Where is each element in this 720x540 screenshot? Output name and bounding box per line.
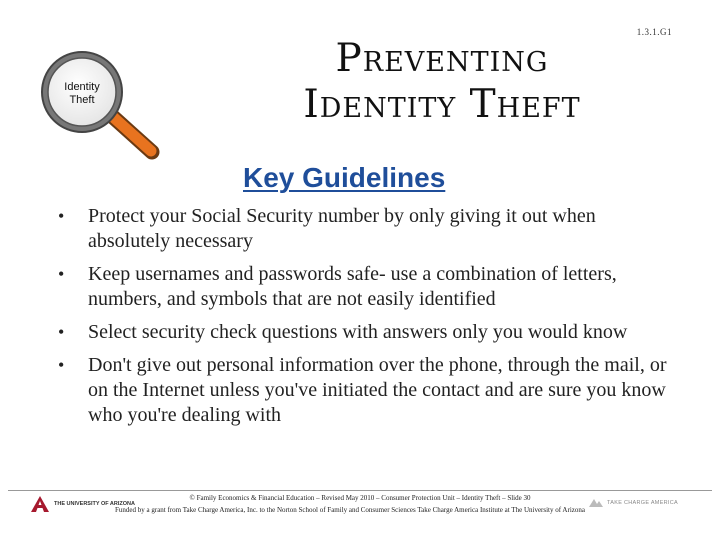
logo-label-line2: Theft (69, 94, 95, 106)
university-name: THE UNIVERSITY OF ARIZONA (54, 500, 135, 507)
title-line1: Preventing (335, 36, 549, 81)
university-a-icon (30, 495, 50, 513)
tca-logo-icon (588, 497, 604, 509)
identity-theft-logo (34, 40, 174, 160)
logo-label-line1: Identity (64, 81, 100, 93)
title-line2: Identity Theft (303, 82, 581, 127)
list-item: • Protect your Social Security number by only giving it out when absolutely necessary (58, 204, 668, 254)
magnifying-glass-icon (34, 40, 174, 160)
subtitle: Key Guidelines (243, 162, 446, 193)
tca-name: TAKE CHARGE AMERICA (607, 500, 678, 506)
guidelines-list (58, 204, 668, 436)
list-item: • Select security check questions with answers only you would know (58, 320, 668, 345)
footer-funding: Funded by a grant from Take Charge America, Inc. to the Norton School of Family and Consumer Sciences Take Charge America Institute at The University of Arizona (115, 506, 585, 514)
list-item: • Keep usernames and passwords safe- use a combination of letters, numbers, and symbols that are not easily identified (58, 262, 668, 312)
slide-code: 1.3.1.G1 (636, 27, 672, 37)
footer-divider (8, 490, 712, 491)
page-title (262, 36, 622, 128)
footer-copyright: © Family Economics & Financial Education – Revised May 2010 – Consumer Protection Unit – Identity Theft – Slide 30 (189, 494, 531, 502)
take-charge-america-logo (588, 497, 678, 509)
list-item: • Don't give out personal information over the phone, through the mail, or on the Internet unless you've initiated the contact and are sure you know who you're dealing with (58, 353, 668, 428)
